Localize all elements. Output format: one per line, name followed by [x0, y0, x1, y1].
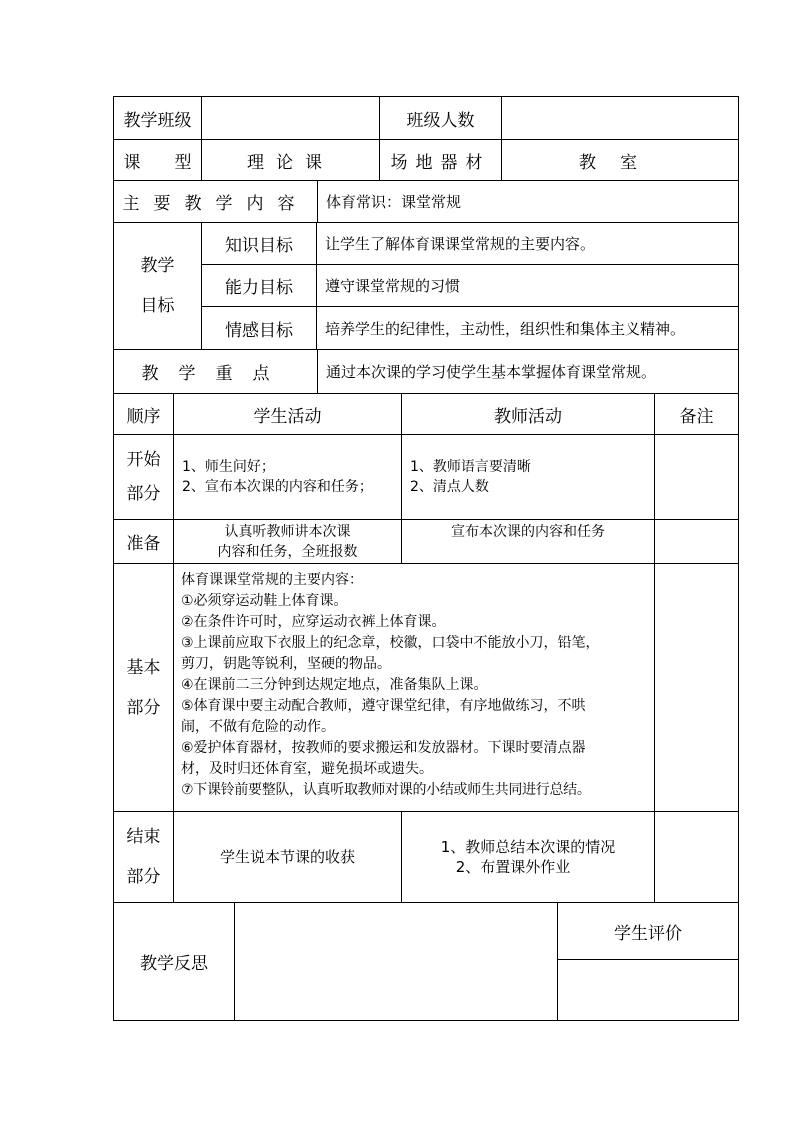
- end-notes: [655, 812, 739, 903]
- emotion-goal-label: 情感目标: [202, 307, 317, 350]
- basic-section-label: [114, 564, 174, 812]
- goals-label-line2: 目标: [140, 296, 175, 316]
- start-teacher-activity: [402, 435, 655, 520]
- basic-line-3: ②在条件许可时，应穿运动衣裤上体育课。: [181, 614, 446, 630]
- venue-value: 教室: [502, 140, 739, 181]
- start-label-line2: 部分: [126, 484, 161, 504]
- start-student-activity: [174, 435, 402, 520]
- start-student-line1: 1、师生问好；: [182, 459, 275, 475]
- basic-line-6: ④在课前二三分钟到达规定地点，准备集队上课。: [181, 677, 488, 693]
- goals-label: [114, 223, 202, 350]
- prep-section-label: 准备: [114, 520, 174, 564]
- lesson-info-table: [113, 96, 739, 394]
- order-header: 顺序: [114, 394, 174, 435]
- basic-notes: [655, 564, 739, 812]
- prep-student-line1: 认真听教师讲本次课: [224, 523, 351, 540]
- basic-line-11: ⑦下课铃前要整队，认真听取教师对课的小结或师生共同进行总结。: [181, 782, 591, 798]
- end-teacher-line2: 2、布置课外作业: [455, 858, 571, 876]
- basic-label-line1: 基本: [126, 657, 161, 678]
- basic-line-4: ③上课前应取下衣服上的纪念章，校徽，口袋中不能放小刀，铅笔，: [181, 635, 600, 651]
- knowledge-goal-label: 知识目标: [202, 223, 317, 265]
- ability-goal-label: 能力目标: [202, 265, 317, 307]
- venue-label: 场地器材: [380, 140, 502, 181]
- key-points-value: 通过本次课的学习使学生基本掌握体育课堂常规。: [318, 350, 739, 394]
- basic-line-2: ①必须穿运动鞋上体育课。: [181, 593, 348, 609]
- start-student-line2: 2、宣布本次课的内容和任务；: [182, 479, 373, 495]
- key-points-label: 教学重点: [114, 350, 318, 394]
- notes-header: 备注: [655, 394, 739, 435]
- end-label-line2: 部分: [126, 867, 161, 887]
- class-value: [202, 97, 380, 140]
- basic-line-1: 体育课课堂常规的主要内容：: [181, 572, 363, 588]
- reflection-table: [113, 902, 739, 1021]
- prep-teacher-activity: 宣布本次课的内容和任务: [402, 520, 655, 564]
- prep-student-activity: [174, 520, 402, 564]
- end-teacher-activity: [402, 812, 655, 903]
- start-notes: [655, 435, 739, 520]
- main-content-label: 主要教学内容: [114, 181, 318, 223]
- start-label-line1: 开始: [126, 450, 161, 470]
- main-content-value: 体育常识：课堂常规: [318, 181, 739, 223]
- emotion-goal-value: 培养学生的纪律性，主动性，组织性和集体主义精神。: [317, 307, 739, 350]
- basic-label-line2: 部分: [126, 697, 161, 718]
- basic-content: [174, 564, 655, 812]
- end-label-line1: 结束: [126, 827, 161, 847]
- basic-line-8: 闹，不做有危险的动作。: [181, 719, 335, 735]
- activities-table: [113, 393, 739, 903]
- student-eval-label: 学生评价: [558, 903, 739, 960]
- reflection-content: [235, 903, 558, 1021]
- class-count-label: 班级人数: [380, 97, 502, 140]
- prep-notes: [655, 520, 739, 564]
- student-activity-header: 学生活动: [174, 394, 402, 435]
- basic-line-7: ⑤体育课中要主动配合教师，遵守课堂纪律，有序地做练习，不哄: [181, 698, 586, 714]
- teacher-activity-header: 教师活动: [402, 394, 655, 435]
- start-teacher-line2: 2、清点人数: [410, 479, 489, 495]
- class-count-value: [502, 97, 739, 140]
- knowledge-goal-value: 让学生了解体育课课堂常规的主要内容。: [317, 223, 739, 265]
- ability-goal-value: 遵守课堂常规的习惯: [317, 265, 739, 307]
- end-teacher-line1: 1、教师总结本次课的情况: [440, 838, 616, 856]
- class-label: 教学班级: [114, 97, 202, 140]
- lesson-type-value: 理论课: [202, 140, 380, 181]
- end-section-label: [114, 812, 174, 903]
- prep-student-line2: 内容和任务，全班报数: [217, 543, 358, 560]
- basic-line-10: 材，及时归还体育室，避免损坏或遗失。: [181, 761, 433, 777]
- goals-label-line1: 教学: [140, 256, 175, 276]
- basic-line-5: 剪刀，钥匙等锐利，坚硬的物品。: [181, 656, 391, 672]
- end-student-activity: 学生说本节课的收获: [174, 812, 402, 903]
- start-section-label: [114, 435, 174, 520]
- reflection-label: 教学反思: [114, 903, 235, 1021]
- basic-line-9: ⑥爱护体育器材，按教师的要求搬运和发放器材。下课时要清点器: [181, 740, 586, 756]
- student-eval-value: [558, 960, 739, 1021]
- start-teacher-line1: 1、教师语言要清晰: [410, 459, 531, 475]
- lesson-type-label: 课 型: [114, 140, 202, 181]
